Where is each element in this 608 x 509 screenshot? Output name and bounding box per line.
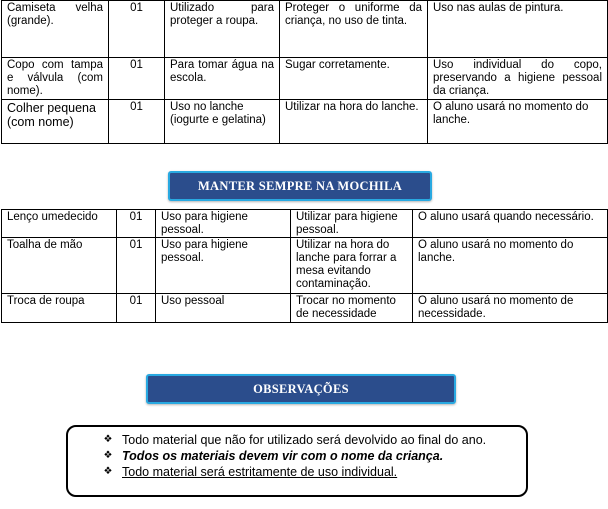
diamond-bullet-icon: ❖ (103, 450, 113, 461)
purpose-cell: Trocar no momento de necessidade (291, 294, 413, 323)
note-cell: O aluno usará no momento do lanche. (428, 100, 608, 144)
materials-table (1, 0, 608, 144)
observation-text: Todo material que não for utilizado será devolvido ao final do ano. (122, 433, 487, 447)
use-cell: Utilizado para proteger a roupa. (165, 1, 280, 58)
section-title-mochila: MANTER SEMPRE NA MOCHILA (168, 171, 432, 201)
note-cell: O aluno usará no momento do lanche. (413, 238, 608, 294)
quantity-cell: 01 (109, 100, 165, 144)
use-cell: Uso pessoal (156, 294, 291, 323)
table-row (2, 210, 608, 238)
purpose-cell: Utilizar na hora do lanche para forrar a mesa evitando contaminação. (291, 238, 413, 294)
note-cell: Uso individual do copo, preservando a higiene pessoal da criança. (428, 58, 608, 100)
use-cell: Uso no lanche (iogurte e gelatina) (165, 100, 280, 144)
table-row (2, 100, 608, 144)
purpose-cell: Sugar corretamente. (280, 58, 428, 100)
table-row (2, 238, 608, 294)
note-cell: O aluno usará no momento de necessidade. (413, 294, 608, 323)
item-cell: Toalha de mão (2, 238, 117, 294)
item-cell: Colher pequena (com nome) (2, 100, 109, 144)
observations-box (66, 425, 528, 497)
list-item (101, 448, 526, 464)
use-cell: Uso para higiene pessoal. (156, 238, 291, 294)
table-row (2, 58, 608, 100)
item-cell: Lenço umedecido (2, 210, 117, 238)
quantity-cell: 01 (117, 210, 156, 238)
use-cell: Para tomar água na escola. (165, 58, 280, 100)
note-cell: O aluno usará quando necessário. (413, 210, 608, 238)
purpose-cell: Proteger o uniforme da criança, no uso de tinta. (280, 1, 428, 58)
table-row (2, 294, 608, 323)
observation-text: Todos os materiais devem vir com o nome da criança. (122, 449, 444, 463)
item-cell: Copo com tampa e válvula (com nome). (2, 58, 109, 100)
item-cell: Troca de roupa (2, 294, 117, 323)
mochila-table (1, 209, 608, 323)
diamond-bullet-icon: ❖ (103, 466, 113, 477)
purpose-cell: Utilizar na hora do lanche. (280, 100, 428, 144)
use-cell: Uso para higiene pessoal. (156, 210, 291, 238)
observation-text: Todo material será estritamente de uso individual. (122, 465, 398, 479)
quantity-cell: 01 (117, 238, 156, 294)
quantity-cell: 01 (109, 58, 165, 100)
diamond-bullet-icon: ❖ (103, 434, 113, 445)
quantity-cell: 01 (117, 294, 156, 323)
table-row (2, 1, 608, 58)
item-cell: Camiseta velha (grande). (2, 1, 109, 58)
purpose-cell: Utilizar para higiene pessoal. (291, 210, 413, 238)
quantity-cell: 01 (109, 1, 165, 58)
list-item (101, 464, 526, 480)
list-item (101, 432, 526, 448)
note-cell: Uso nas aulas de pintura. (428, 1, 608, 58)
section-title-observacoes: OBSERVAÇÕES (146, 374, 456, 404)
